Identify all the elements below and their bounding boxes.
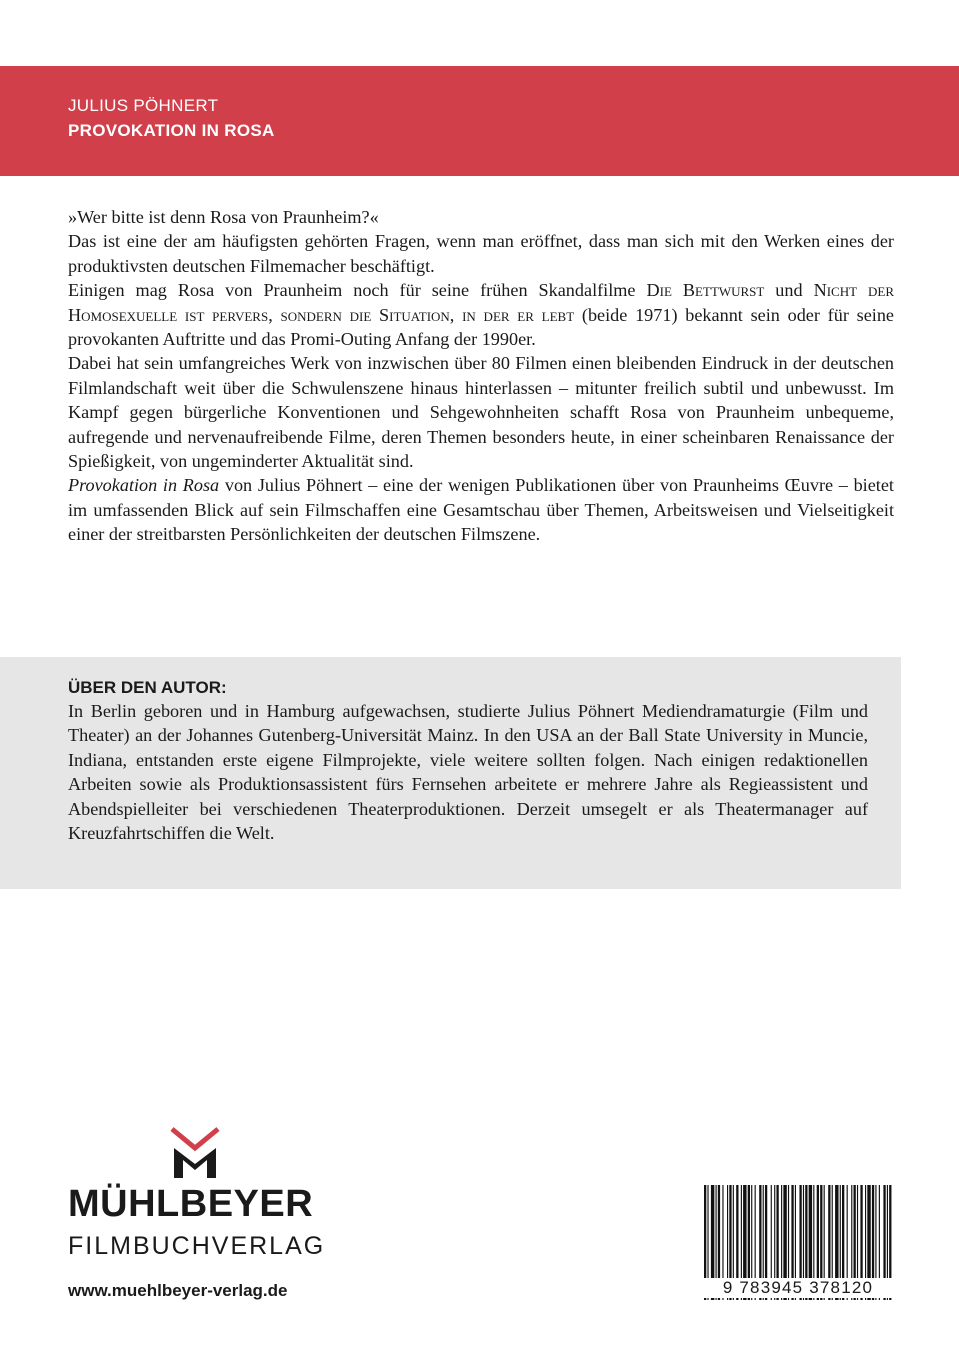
top-margin: [0, 0, 959, 66]
blurb-paragraph-1: Das ist eine der am häufigsten gehörten Fragen, wenn man eröffnet, dass man sich mit den Werken eines der produktivsten deutschen Filmemacher beschäftigt.: [68, 231, 894, 276]
blurb-paragraph-2: Einigen mag Rosa von Praunheim noch für seine frühen Skandalfilme Die Bettwurst und Nicht der Homosexuelle ist pervers, sondern die Situation, in der er lebt (beide 1971) bekannt sein oder für seine provokanten Auftritte und das Promi-Outing Anfang der 1990er.: [68, 280, 895, 350]
blurb-text: [68, 205, 894, 547]
publisher-subtitle: FILMBUCHVERLAG: [68, 1232, 326, 1260]
muehlbeyer-m-logo-icon: [168, 1120, 222, 1180]
header-band: [0, 66, 959, 176]
publisher-name: MÜHLBEYER: [68, 1183, 314, 1225]
film-title-bettwurst: Die Bettwurst: [646, 280, 765, 301]
publisher-url: www.muehlbeyer-verlag.de: [68, 1281, 288, 1300]
film-title-nicht-der-homosexuelle: Nicht der Homosexuelle ist pervers, sondern die Situation, in der er lebt: [68, 280, 895, 325]
about-text: In Berlin geboren und in Hamburg aufgewachsen, studierte Julius Pöhnert Mediendramaturgie (Film und Theater) an der Johannes Gutenberg-Universität Mainz. In den USA an der Ball State University in Muncie, Indiana, entstanden erste eigene Filmprojekte, viele weitere sollten folgen. Nach einigen redaktionellen Arbeiten sowie als Produktionsassistent fürs Fernsehen arbeitete er mehrere Jahre als Regieassistent und Abendspielleiter bei verschiedenen Theaterproduktionen. Derzeit umsegelt er als Theatermanager auf Kreuzfahrtschiffen die Welt.: [68, 701, 868, 844]
blurb-paragraph-4: Provokation in Rosa von Julius Pöhnert – eine der wenigen Publikationen über von Praunheims Œuvre – bietet im umfassenden Blick auf sein Filmschaffen eine Gesamtschau über Themen, Arbeitsweisen und Vielseitigkeit einer der streitbarsten Persönlichkeiten der deutschen Filmszene.: [68, 475, 894, 545]
author-name: JULIUS PÖHNERT: [68, 96, 219, 115]
blurb-paragraph-3: Dabei hat sein umfangreiches Werk von inzwischen über 80 Filmen einen bleibenden Eindruck in der deutschen Filmlandschaft weit über die Schwulenszene hinaus hinterlassen – mitunter freilich subtil und unbewusst. Im Kampf gegen bürgerliche Konventionen und Sehgewohnheiten schafft Rosa von Praunheim unbequeme, aufregende und nervenaufreibende Filme, deren Themen besonders heute, in einer scheinbaren Renaissance der Spießigkeit, von ungeminderter Aktualität sind.: [68, 353, 894, 472]
about-author-box: [0, 657, 901, 889]
opening-quote: »Wer bitte ist denn Rosa von Praunheim?«: [68, 207, 379, 227]
book-title-italic: Provokation in Rosa: [68, 475, 220, 496]
isbn-number: 9 783945 378120: [700, 1278, 896, 1298]
book-title: PROVOKATION IN ROSA: [68, 121, 275, 140]
about-heading: ÜBER DEN AUTOR:: [68, 678, 227, 697]
